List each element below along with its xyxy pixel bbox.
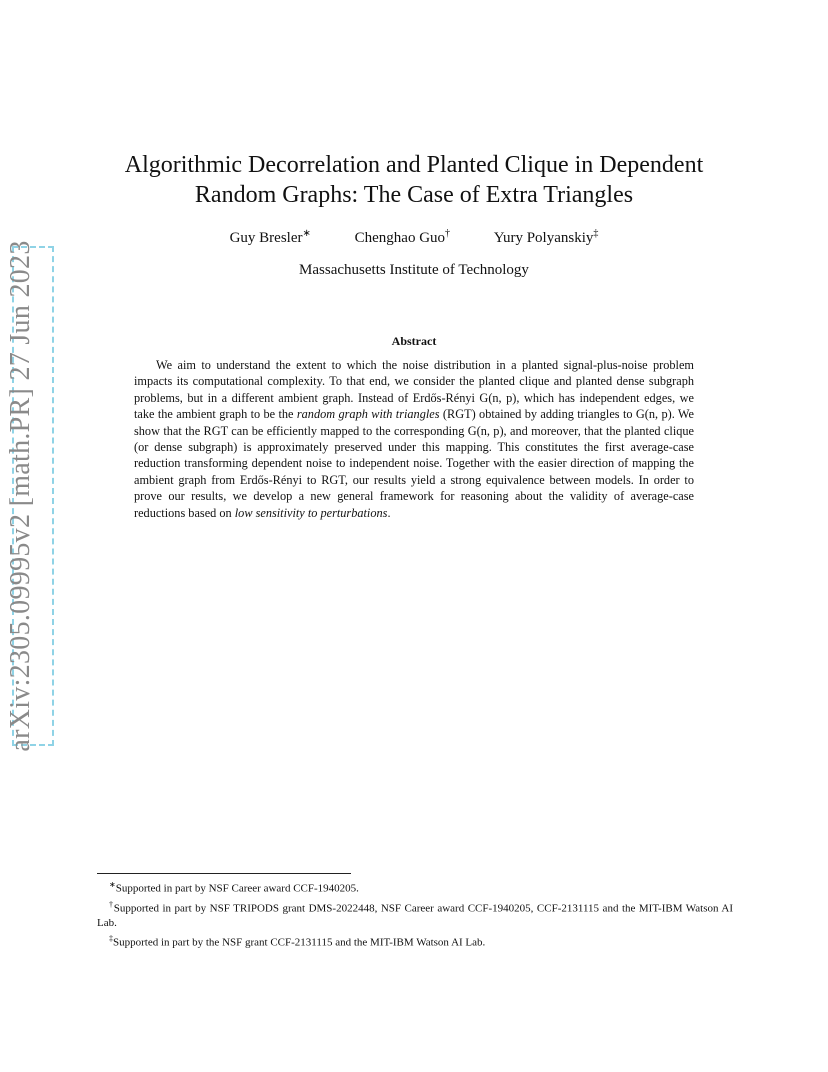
abstract-emphasis-2: low sensitivity to perturbations xyxy=(234,505,388,520)
footnote-rule xyxy=(97,873,351,874)
footnote-mark: † xyxy=(109,899,114,909)
author-2 xyxy=(355,228,450,247)
footnote-text: Supported in part by NSF TRIPODS grant DMS-2022448, NSF Career award CCF-1940205, CCF-2131115 and the MIT-IBM Watson AI Lab. xyxy=(97,902,734,930)
footnote-text: Supported in part by the NSF grant CCF-2131115 and the MIT-IBM Watson AI Lab. xyxy=(113,936,486,949)
footnotes xyxy=(97,877,733,951)
paper-title xyxy=(100,150,728,210)
abstract-text-1: We aim to understand the extent to which the noise distribution in a planted signal-plus-noise problem impacts its computational complexity. To that end, we consider the planted clique and planted dense subgraph problems, but in a different ambient graph. Instead of Erdős-Rényi G(n, p), which has independent edges, we take the ambient graph to be the xyxy=(134,358,694,422)
title-line-1: Algorithmic Decorrelation and Planted Clique in Dependent xyxy=(124,152,704,178)
author-mark: ‡ xyxy=(593,228,599,239)
abstract-body xyxy=(134,357,694,521)
author-name: Yury Polyanskiy xyxy=(493,230,594,246)
footnote-1 xyxy=(97,877,733,897)
author-mark: † xyxy=(445,228,451,239)
author-3 xyxy=(494,228,599,247)
author-mark: ∗ xyxy=(302,228,311,239)
footnote-3 xyxy=(97,931,733,951)
footnote-mark: ‡ xyxy=(109,934,113,944)
author-name: Guy Bresler xyxy=(229,230,303,246)
arxiv-identifier: arXiv:2305.09995v2 [math.PR] 27 Jun 2023 xyxy=(5,240,36,752)
abstract-text-3: . xyxy=(387,505,391,520)
footnote-2 xyxy=(97,897,733,932)
abstract-emphasis-1: random graph with triangles xyxy=(296,407,440,422)
abstract-heading: Abstract xyxy=(391,334,437,348)
abstract-text-2: (RGT) obtained by adding triangles to G(n, p). We show that the RGT can be efficiently mapped to the corresponding G(n, p), and moreover, that the planted clique (or dense subgraph) is approximately preserved under this mapping. This constitutes the first average-case reduction transforming dependent noise to independent noise. Together with the easier direction of mapping the ambient graph from Erdős-Rényi to RGT, our results yield a strong equivalence between models. In order to prove our results, we develop a new general framework for reasoning about the validity of average-case reductions based on xyxy=(134,407,694,520)
footnote-mark: ∗ xyxy=(109,880,116,889)
author-1 xyxy=(230,228,311,247)
author-list xyxy=(100,228,728,247)
author-name: Chenghao Guo xyxy=(354,230,446,246)
title-line-2: Random Graphs: The Case of Extra Triangles xyxy=(194,182,634,208)
affiliation: Massachusetts Institute of Technology xyxy=(299,262,529,278)
footnote-text: Supported in part by NSF Career award CCF-1940205. xyxy=(115,882,359,895)
